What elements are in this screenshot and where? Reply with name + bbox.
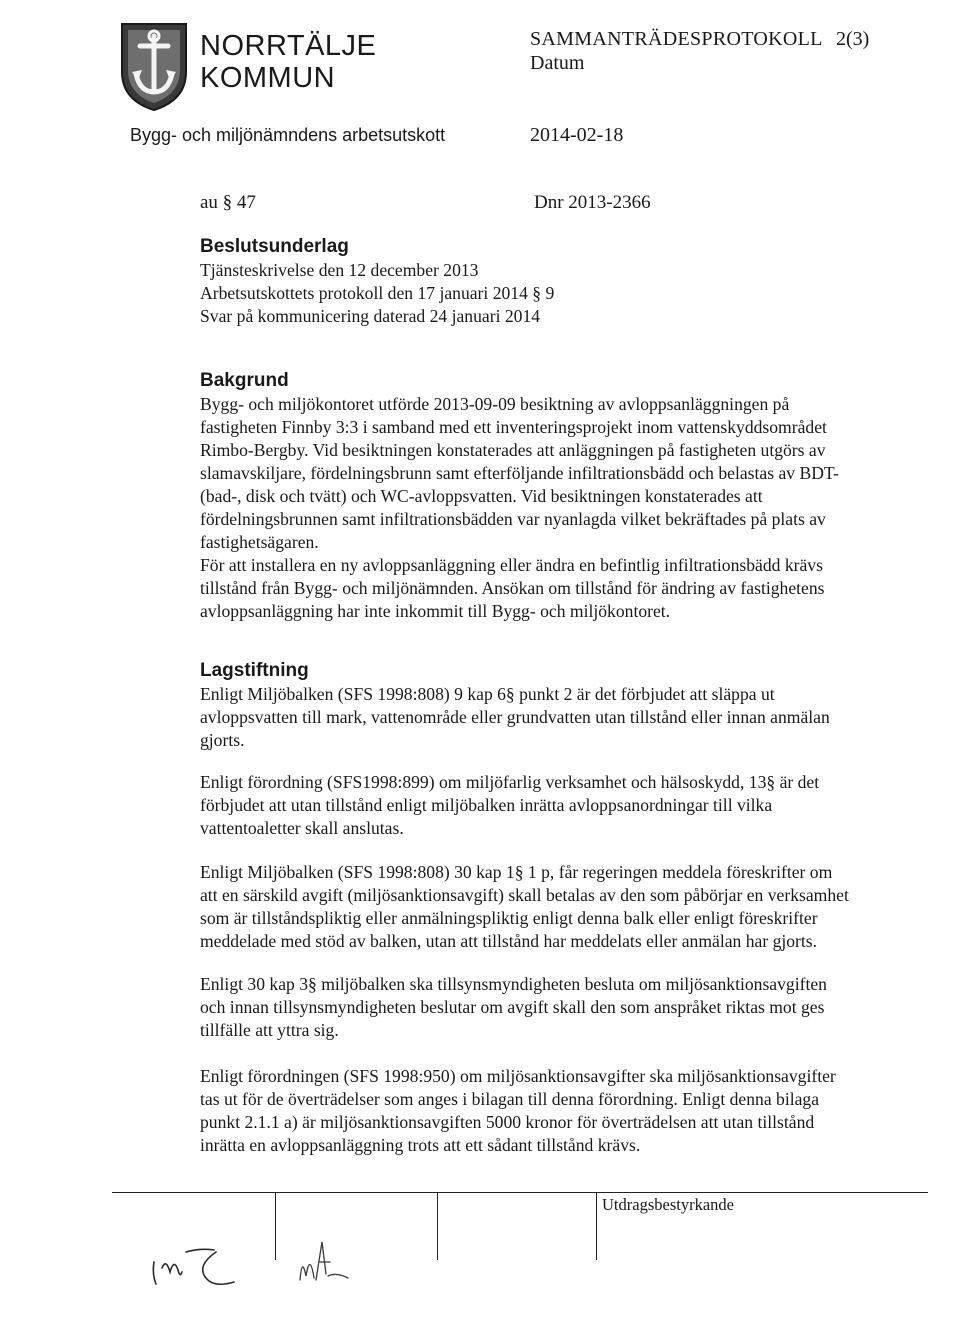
text-line: fastigheten Finnby 3:3 i samband med ett inventeringsprojekt inom vattenskyddsområdet — [200, 417, 827, 437]
organization-name-line1: NORRTÄLJE — [200, 30, 377, 62]
utdragsbestyrkande-label: Utdragsbestyrkande — [602, 1195, 734, 1214]
text-line: Enligt förordningen (SFS 1998:950) om miljösanktionsavgifter ska miljösanktionsavgifter — [200, 1066, 836, 1086]
meeting-date: 2014-02-18 — [530, 124, 624, 146]
text-line: Enligt Miljöbalken (SFS 1998:808) 30 kap 1§ 1 p, får regeringen meddela föreskrifter om — [200, 862, 833, 882]
text-line: att en särskild avgift (miljösanktionsavgift) skall betalas av den som påbörjar en verksamhet — [200, 885, 849, 905]
text-line: vattentoaletter skall anslutas. — [200, 818, 404, 838]
footer-divider — [112, 1192, 928, 1193]
beslutsunderlag-item: Arbetsutskottets protokoll den 17 januari 2014 § 9 — [200, 283, 555, 303]
lagstiftning-paragraph — [200, 771, 900, 840]
text-line: punkt 2.1.1 a) är miljösanktionsavgiften 5000 kronor för överträdelsen att utan tillstånd — [200, 1112, 815, 1132]
beslutsunderlag-item: Svar på kommunicering daterad 24 januari 2014 — [200, 306, 541, 326]
signature-2 — [290, 1232, 360, 1292]
text-line: Enligt förordning (SFS1998:899) om miljöfarlig verksamhet och hälsoskydd, 13§ är det — [200, 772, 820, 792]
municipality-logo — [118, 20, 190, 112]
text-line: Enligt Miljöbalken (SFS 1998:808) 9 kap 6§ punkt 2 är det förbjudet att släppa ut — [200, 684, 775, 704]
beslutsunderlag-item: Tjänsteskrivelse den 12 december 2013 — [200, 260, 479, 280]
text-line: och innan tillsynsmyndigheten beslutar om avgift skall den som anspråket riktas mot ges — [200, 997, 825, 1017]
text-line: meddelade med stöd av balken, utan att tillstånd har meddelats eller anmälan har gjorts. — [200, 931, 818, 951]
lagstiftning-paragraph — [200, 683, 900, 752]
lagstiftning-paragraph — [200, 861, 900, 953]
signature-box-divider — [596, 1192, 597, 1260]
text-line: (bad-, disk och tvätt) och WC-avloppsvatten. Vid besiktningen konstaterades att — [200, 486, 763, 506]
text-line: fastighetsägaren. — [200, 532, 319, 552]
signature-box-divider — [437, 1192, 438, 1260]
paragraph-reference: au § 47 — [200, 192, 256, 213]
text-line: Bygg- och miljökontoret utförde 2013-09-09 besiktning av avloppsanläggningen på — [200, 394, 790, 414]
lagstiftning-paragraph — [200, 1065, 900, 1157]
datum-label: Datum — [530, 52, 585, 74]
section-heading-lagstiftning: Lagstiftning — [200, 660, 309, 681]
text-line: Rimbo-Bergby. Vid besiktningen konstaterades att anläggningen på fastigheten utgörs av — [200, 440, 826, 460]
section-heading-bakgrund: Bakgrund — [200, 370, 289, 391]
committee-name: Bygg- och miljönämndens arbetsutskott — [130, 125, 446, 145]
anchor-coat-of-arms-icon — [118, 20, 190, 112]
text-line: som är tillståndspliktig eller anmälningspliktig enligt denna balk eller enligt föreskrifter — [200, 908, 818, 928]
case-number: Dnr 2013-2366 — [534, 192, 651, 213]
text-line: tillfälle att yttra sig. — [200, 1020, 339, 1040]
text-line: slamavskiljare, fördelningsbrunn samt efterföljande infiltrationsbädd och belastas av BDT- — [200, 463, 839, 483]
text-line: förbjudet att utan tillstånd enligt miljöbalken inrätta avloppsanordningar till vilka — [200, 795, 773, 815]
text-line: gjorts. — [200, 730, 245, 750]
text-line: För att installera en ny avloppsanläggning eller ändra en befintlig infiltrationsbädd krävs — [200, 555, 823, 575]
lagstiftning-paragraph — [200, 973, 900, 1042]
organization-name-line2: KOMMUN — [200, 62, 336, 94]
document-title: SAMMANTRÄDESPROTOKOLL — [530, 28, 823, 50]
signature-box-divider — [275, 1192, 276, 1260]
signature-1 — [140, 1222, 250, 1292]
page-number: 2(3) — [836, 28, 870, 50]
text-line: avloppsanläggning har inte inkommit till Bygg- och miljökontoret. — [200, 601, 671, 621]
text-line: fördelningsbrunnen samt infiltrationsbädden var nyanlagda vilket bekräftades på plats av — [200, 509, 826, 529]
section-heading-beslutsunderlag: Beslutsunderlag — [200, 236, 349, 257]
text-line: tas ut för de överträdelser som anges i bilagan till denna förordning. Enligt denna bilaga — [200, 1089, 820, 1109]
text-line: avloppsvatten till mark, vattenområde eller grundvatten utan tillstånd eller innan anmälan — [200, 707, 830, 727]
bakgrund-text — [200, 393, 900, 623]
text-line: Enligt 30 kap 3§ miljöbalken ska tillsynsmyndigheten besluta om miljösanktionsavgiften — [200, 974, 827, 994]
text-line: inrätta en avloppsanläggning trots att ett sådant tillstånd krävs. — [200, 1135, 641, 1155]
text-line: tillstånd från Bygg- och miljönämnden. Ansökan om tillstånd för ändring av fastighetens — [200, 578, 825, 598]
